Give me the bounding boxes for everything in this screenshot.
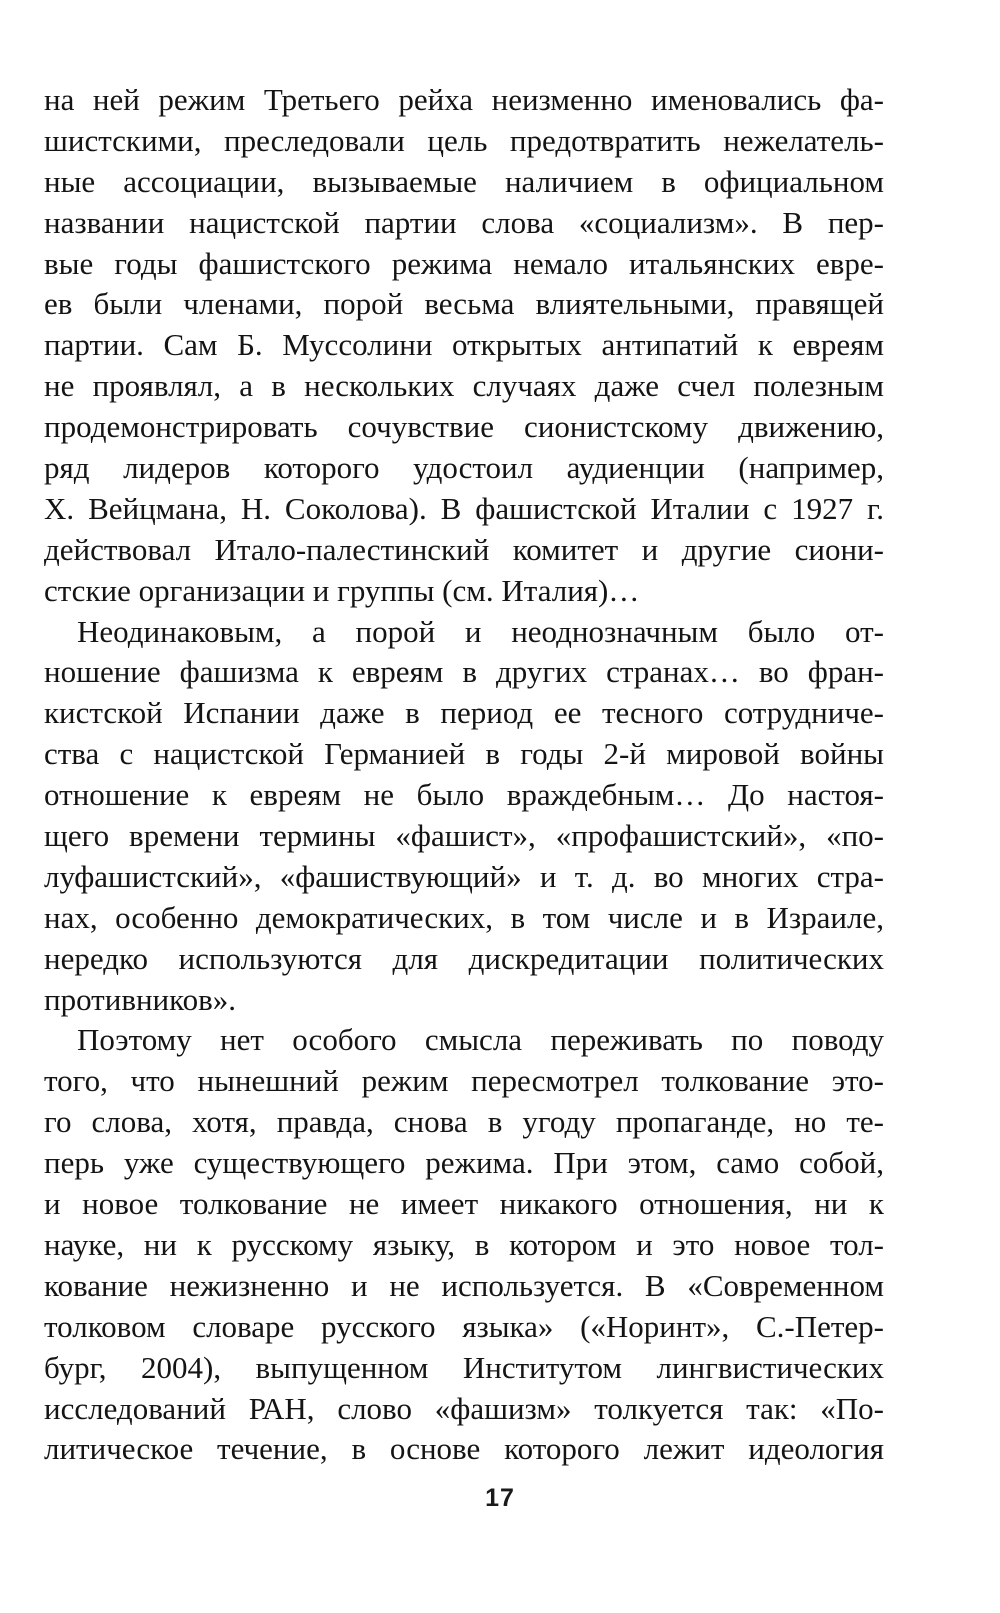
text-line: вые годы фашистского режима немало итальянских евре- <box>44 245 884 281</box>
text-line: кистской Испании даже в период ее тесного сотрудниче- <box>44 695 884 731</box>
text-line: названии нацистской партии слова «социализм». В пер- <box>44 204 884 240</box>
text-line: партии. Сам Б. Муссолини открытых антипатий к евреям <box>44 327 884 363</box>
text-line: противников». <box>44 981 237 1017</box>
text-line: толковом словаре русского языка» («Норинт», С.-Петер- <box>44 1308 884 1344</box>
text-line: и новое толкование не имеет никакого отношения, ни к <box>44 1186 884 1222</box>
paragraph-start-line: Поэтому нет особого смысла переживать по поводу <box>77 1022 884 1058</box>
text-line: Х. Вейцмана, Н. Соколова). В фашистской Италии с 1927 г. <box>44 490 884 526</box>
text-line: нах, особенно демократических, в том числе и в Израиле, <box>44 899 884 935</box>
text-line: исследований РАН, слово «фашизм» толкуется так: «По- <box>44 1390 884 1426</box>
text-line: ев были членами, порой весьма влиятельными, правящей <box>44 286 884 322</box>
text-line: того, что нынешний режим пересмотрел толкование это- <box>44 1063 884 1099</box>
text-line: ства с нацистской Германией в годы 2-й мировой войны <box>44 736 884 772</box>
text-line: не проявлял, а в нескольких случаях даже счел полезным <box>44 368 884 404</box>
text-line: ношение фашизма к евреям в других странах… во фран- <box>44 654 884 690</box>
text-line: перь уже существующего режима. При этом, само собой, <box>44 1145 884 1181</box>
text-line: ные ассоциации, вызываемые наличием в официальном <box>44 163 884 199</box>
text-line: действовал Итало-палестинский комитет и другие сиони- <box>44 531 884 567</box>
text-line: шистскими, преследовали цель предотвратить нежелатель- <box>44 122 884 158</box>
text-line: отношение к евреям не было враждебным… До настоя- <box>44 777 884 813</box>
page-number: 17 <box>485 1484 515 1512</box>
text-line: на ней режим Третьего рейха неизменно именовались фа- <box>44 82 884 117</box>
text-line: кование нежизненно и не используется. В «Современном <box>44 1267 884 1303</box>
text-line: щего времени термины «фашист», «профашистский», «по- <box>44 818 884 854</box>
text-line: нередко используются для дискредитации политических <box>44 940 884 976</box>
text-line: литическое течение, в основе которого лежит идеология <box>44 1431 884 1467</box>
text-line: стские организации и группы (см. Италия)… <box>44 572 640 608</box>
text-line: науке, ни к русскому языку, в котором и это новое тол- <box>44 1226 884 1262</box>
text-line: го слова, хотя, правда, снова в угоду пропаганде, но те- <box>44 1104 884 1140</box>
body-text <box>44 80 884 1470</box>
text-line: ряд лидеров которого удостоил аудиенции (например, <box>44 450 884 486</box>
text-line: бург, 2004), выпущенном Институтом лингвистических <box>44 1349 884 1385</box>
paragraph-start-line: Неодинаковым, а порой и неоднозначным было от- <box>77 613 884 649</box>
text-line: луфашистский», «фашиствующий» и т. д. во многих стра- <box>44 858 884 894</box>
text-line: продемонстрировать сочувствие сионистскому движению, <box>44 409 884 445</box>
